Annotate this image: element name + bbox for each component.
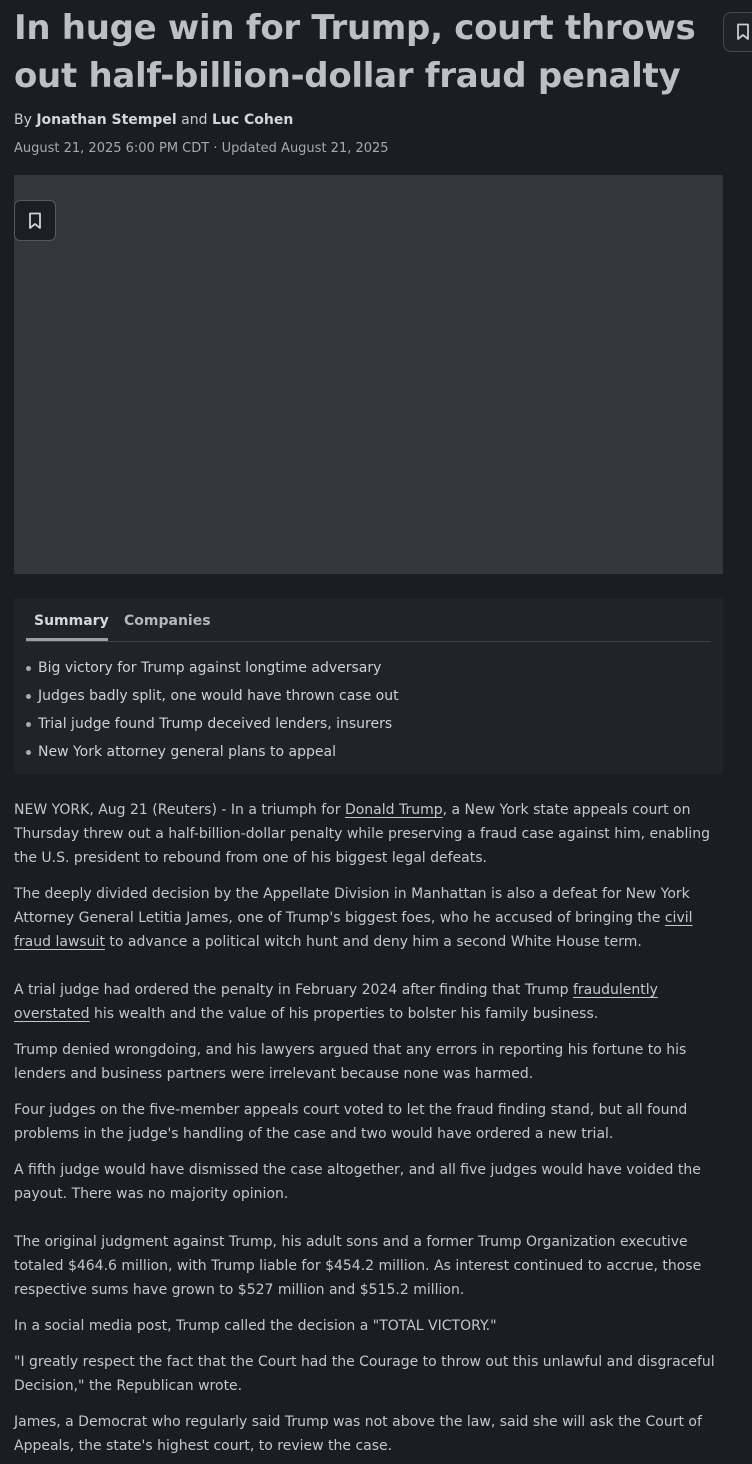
tab-summary[interactable]: Summary (26, 598, 108, 641)
author-link-1[interactable]: Jonathan Stempel (36, 112, 177, 128)
paragraph-text: to advance a political witch hunt and deny him a second White House term. (104, 934, 642, 950)
article-body (14, 798, 730, 1464)
paragraph-text: , a New York state appeals court on Thursday threw out a half-billion-dollar penalty while preserving a fraud case against him, enabling the U.S. president to rebound from one of his biggest legal defeats. (14, 802, 710, 866)
link-donald-trump[interactable]: Donald Trump (344, 802, 443, 818)
paragraph: In a social media post, Trump called the decision a "TOTAL VICTORY." (14, 1318, 497, 1334)
tab-companies[interactable]: Companies (124, 613, 211, 629)
hero-image (14, 175, 723, 574)
save-article-button[interactable] (723, 12, 752, 52)
hero-bookmark-button[interactable] (14, 200, 56, 241)
paragraph (14, 882, 730, 954)
article-headline: In huge win for Trump, court throws out half-billion-dollar fraud penalty (14, 8, 696, 96)
paragraph: A fifth judge would have dismissed the case altogether, and all five judges would have voided the payout. There was no majority opinion. (14, 1162, 701, 1202)
paragraph (14, 798, 730, 870)
summary-bullet: Trial judge found Trump deceived lenders, insurers (26, 710, 399, 738)
summary-panel (14, 598, 723, 774)
paragraph-text: A trial judge had ordered the penalty in February 2024 after finding that Trump (14, 982, 573, 998)
summary-bullet: Judges badly split, one would have thrown case out (26, 682, 399, 710)
article-dateline: August 21, 2025 6:00 PM CDT · Updated August 21, 2025 (14, 141, 389, 156)
paragraph-text: his wealth and the value of his properties to bolster his family business. (89, 1006, 599, 1022)
paragraph: Four judges on the five-member appeals court voted to let the fraud finding stand, but all found problems in the judge's handling of the case and two would have ordered a new trial. (14, 1102, 688, 1142)
paragraph: "I greatly respect the fact that the Court had the Courage to throw out this unlawful and disgraceful Decision," the Republican wrote. (14, 1354, 715, 1394)
paragraph: The original judgment against Trump, his adult sons and a former Trump Organization executive totaled $464.6 million, with Trump liable for $454.2 million. As interest continued to accrue, those respective sums have grown to $527 million and $515.2 million. (14, 1234, 702, 1298)
link-civil-fraud-lawsuit[interactable]: civil fraud lawsuit (14, 910, 693, 950)
summary-bullet: Big victory for Trump against longtime adversary (26, 654, 399, 682)
bookmark-icon (736, 23, 750, 41)
byline-prefix: By (14, 112, 32, 128)
paragraph-text: NEW YORK, Aug 21 (Reuters) - In a triumph for (14, 802, 345, 818)
paragraph-text: The deeply divided decision by the Appellate Division in Manhattan is also a defeat for New York Attorney General Letitia James, one of Trump's biggest foes, who he accused of bringing the (14, 886, 690, 926)
link-fraudulently-overstated[interactable]: fraudulently overstated (14, 982, 658, 1022)
byline-joiner: and (181, 112, 208, 128)
summary-bullet-list (26, 654, 399, 766)
paragraph (14, 978, 730, 1026)
summary-tabs (26, 598, 711, 642)
summary-bullet: New York attorney general plans to appeal (26, 738, 399, 766)
byline (14, 110, 293, 130)
bookmark-icon (28, 212, 42, 230)
paragraph: Trump denied wrongdoing, and his lawyers argued that any errors in reporting his fortune to his lenders and business partners were irrelevant because none was harmed. (14, 1042, 687, 1082)
paragraph: James, a Democrat who regularly said Trump was not above the law, said she will ask the Court of Appeals, the state's highest court, to review the case. (14, 1414, 702, 1454)
author-link-2[interactable]: Luc Cohen (211, 112, 294, 128)
